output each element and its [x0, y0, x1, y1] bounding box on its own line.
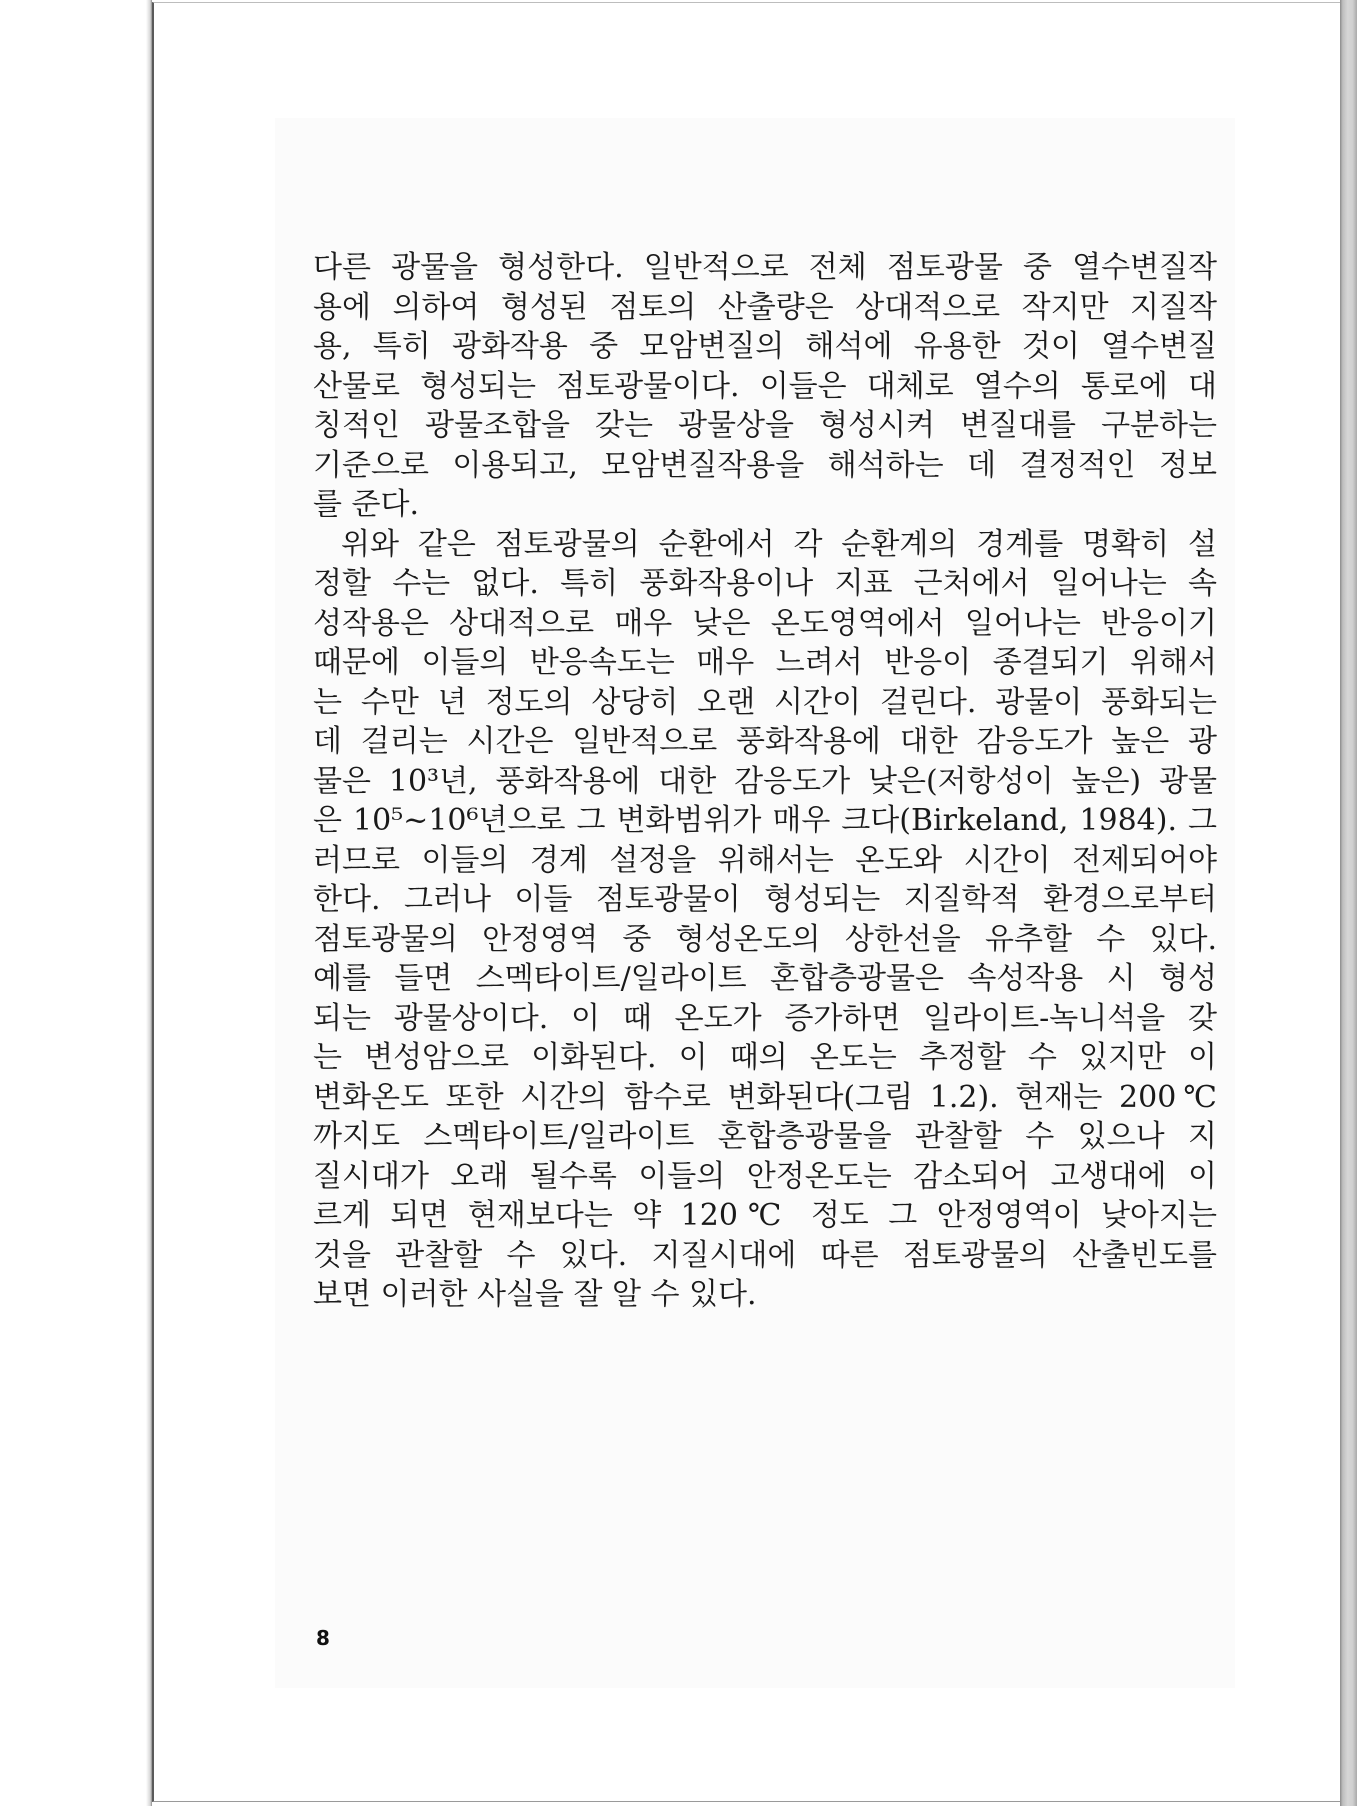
text-line: 르게 되면 현재보다는 약 120℃ 정도 그 안정영역이 낮아지는	[313, 1198, 1217, 1233]
text-line: 기준으로 이용되고, 모암변질작용을 해석하는 데 결정적인 정보	[313, 447, 1217, 483]
text-line: 위와 같은 점토광물의 순환에서 각 순환계의 경계를 명확히 설	[341, 526, 1217, 562]
text-line: 변화온도 또한 시간의 함수로 변화된다(그림 1.2). 현재는 200℃	[313, 1079, 1217, 1115]
text-line: 예를 들면 스멕타이트/일라이트 혼합층광물은 속성작용 시 형성	[313, 961, 1217, 996]
text-line: 산물로 형성되는 점토광물이다. 이들은 대체로 열수의 통로에 대	[313, 368, 1217, 404]
text-line: 한다. 그러나 이들 점토광물이 형성되는 지질학적 환경으로부터	[313, 882, 1217, 917]
left-margin	[0, 0, 150, 1806]
text-line: 점토광물의 안정영역 중 형성온도의 상한선을 유추할 수 있다.	[313, 921, 1217, 957]
text-line: 데 걸리는 시간은 일반적으로 풍화작용에 대한 감응도가 높은 광	[313, 724, 1217, 759]
text-line: 를 준다.	[313, 487, 420, 522]
text-line: 질시대가 오래 될수록 이들의 안정온도는 감소되어 고생대에 이	[313, 1158, 1217, 1194]
text-line: 다른 광물을 형성한다. 일반적으로 전체 점토광물 중 열수변질작	[313, 250, 1217, 285]
text-line: 되는 광물상이다. 이 때 온도가 증가하면 일라이트-녹니석을 갖	[313, 1000, 1217, 1036]
text-line: 용, 특히 광화작용 중 모암변질의 해석에 유용한 것이 열수변질	[313, 329, 1217, 364]
paragraph-2	[313, 525, 1217, 1315]
paragraph-1	[313, 248, 1217, 525]
text-line: 보면 이러한 사실을 잘 알 수 있다.	[313, 1277, 757, 1312]
text-line: 성작용은 상대적으로 매우 낮은 온도영역에서 일어나는 반응이기	[313, 605, 1217, 641]
text-line: 칭적인 광물조합을 갖는 광물상을 형성시켜 변질대를 구분하는	[313, 408, 1217, 443]
text-line: 는 수만 년 정도의 상당히 오랜 시간이 걸린다. 광물이 풍화되는	[313, 684, 1217, 720]
text-line: 까지도 스멕타이트/일라이트 혼합층광물을 관찰할 수 있으나 지	[313, 1119, 1217, 1154]
body-text	[313, 248, 1217, 1315]
text-line: 때문에 이들의 반응속도는 매우 느려서 반응이 종결되기 위해서	[313, 645, 1217, 680]
page-number: 8	[316, 1626, 330, 1650]
text-line: 것을 관찰할 수 있다. 지질시대에 따른 점토광물의 산출빈도를	[313, 1237, 1217, 1273]
page-edge	[1340, 0, 1357, 1806]
text-line: 용에 의하여 형성된 점토의 산출량은 상대적으로 작지만 지질작	[313, 289, 1217, 325]
text-line: 정할 수는 없다. 특히 풍화작용이나 지표 근처에서 일어나는 속	[313, 566, 1217, 601]
text-line: 러므로 이들의 경계 설정을 위해서는 온도와 시간이 전제되어야	[313, 842, 1217, 878]
text-line: 물은 10³년, 풍화작용에 대한 감응도가 낮은(저항성이 높은) 광물	[313, 763, 1217, 799]
text-line: 은 10⁵~10⁶년으로 그 변화범위가 매우 크다(Birkeland, 1984). 그	[313, 803, 1217, 838]
text-line: 는 변성암으로 이화된다. 이 때의 온도는 추정할 수 있지만 이	[313, 1040, 1217, 1075]
